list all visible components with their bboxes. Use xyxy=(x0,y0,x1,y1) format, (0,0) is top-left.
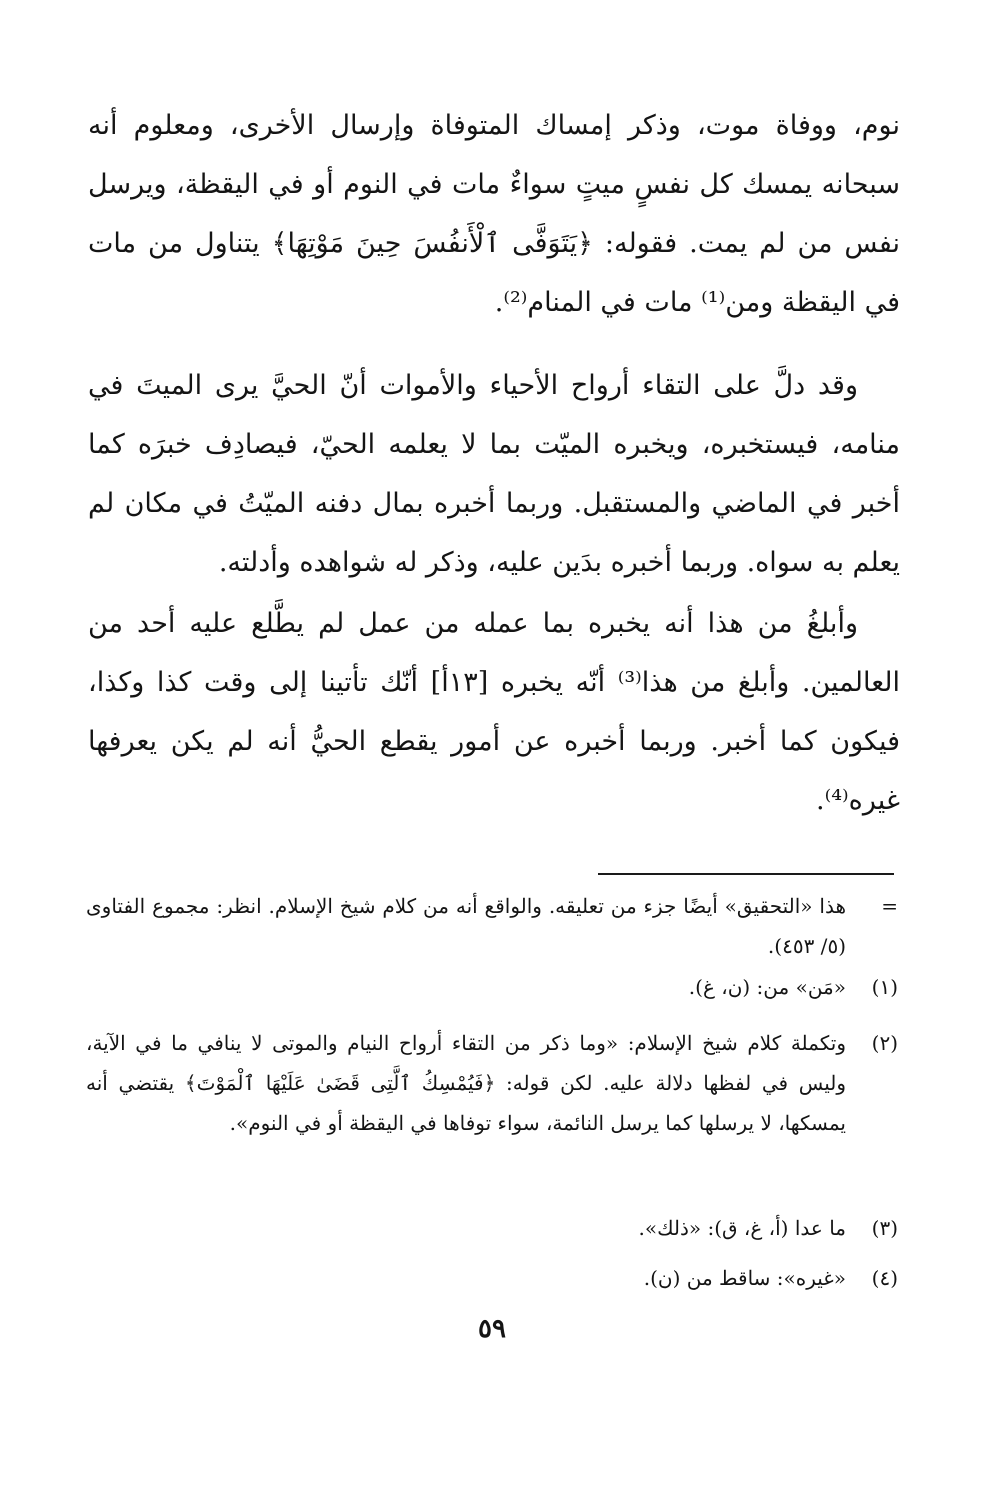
footnote-text: «غيره»: ساقط من (ن). xyxy=(643,1266,846,1290)
footnote-1 xyxy=(86,967,898,1007)
footnote-continuation-text: هذا «التحقيق» أيضًا جزء من تعليقه. والواقع أنه من كلام شيخ الإسلام. انظر: مجموع الفتاوى (٥/ ٤٥٣). xyxy=(86,894,846,958)
footnote-continuation-marker: = xyxy=(881,894,898,918)
footnote-marker: (١) xyxy=(871,975,898,999)
footnote-marker: (٤) xyxy=(871,1266,898,1290)
footnote-marker: (٢) xyxy=(871,1031,898,1055)
main-text-block-2 xyxy=(88,356,900,592)
footnote-text: ما عدا (أ، غ، ق): «ذلك». xyxy=(638,1216,846,1240)
page-number: ٥٩ xyxy=(478,1314,506,1344)
main-text-block-1 xyxy=(88,96,900,332)
paragraph-1: نوم، ووفاة موت، وذكر إمساك المتوفاة وإرسال الأخرى، ومعلوم أنه سبحانه يمسك كل نفسٍ ميتٍ سواءٌ مات في النوم أو في اليقظة، ويرسل نفس من لم يمت. فقوله: ﴿يَتَوَفَّى ٱلْأَنفُسَ حِينَ مَوْتِهَا﴾ يتناول من مات في اليقظة ومن⁽¹⁾ مات في المنام⁽²⁾. xyxy=(88,110,900,318)
paragraph-2: وقد دلَّ على التقاء أرواح الأحياء والأموات أنّ الحيَّ يرى الميتَ في منامه، فيستخبره، ويخبره الميّت بما لا يعلمه الحيّ، فيصادِف خبرَه كما أخبر في الماضي والمستقبل. وربما أخبره بمال دفنه الميّتُ في مكان لم يعلم به سواه. وربما أخبره بدَين عليه، وذكر له شواهده وأدلته. xyxy=(88,370,900,578)
footnote-separator xyxy=(598,873,894,875)
footnote-continuation xyxy=(86,886,898,966)
footnote-2 xyxy=(86,1023,898,1143)
main-text-block-3 xyxy=(88,594,900,830)
footnote-4 xyxy=(86,1258,898,1298)
footnote-marker: (٣) xyxy=(871,1216,898,1240)
footnote-3 xyxy=(86,1208,898,1248)
footnote-text: «مَن» من: (ن، غ). xyxy=(688,975,846,999)
paragraph-3: وأبلغُ من هذا أنه يخبره بما عمله من عمل لم يطَّلع عليه أحد من العالمين. وأبلغ من هذا⁽³⁾ أنّه يخبره [١٣أ] أنّك تأتينا إلى وقت كذا وكذا، فيكون كما أخبر. وربما أخبره عن أمور يقطع الحيُّ أنه لم يكن يعرفها غيره⁽⁴⁾. xyxy=(88,608,900,816)
footnote-text: وتكملة كلام شيخ الإسلام: «وما ذكر من التقاء أرواح النيام والموتى لا ينافي ما في الآية، وليس في لفظها دلالة عليه. لكن قوله: ﴿فَيُمْسِكُ ٱلَّتِى قَضَىٰ عَلَيْهَا ٱلْمَوْتَ﴾ يقتضي أنه يمسكها، لا يرسلها كما يرسل النائمة، سواء توفاها في اليقظة أو في النوم». xyxy=(86,1031,846,1135)
